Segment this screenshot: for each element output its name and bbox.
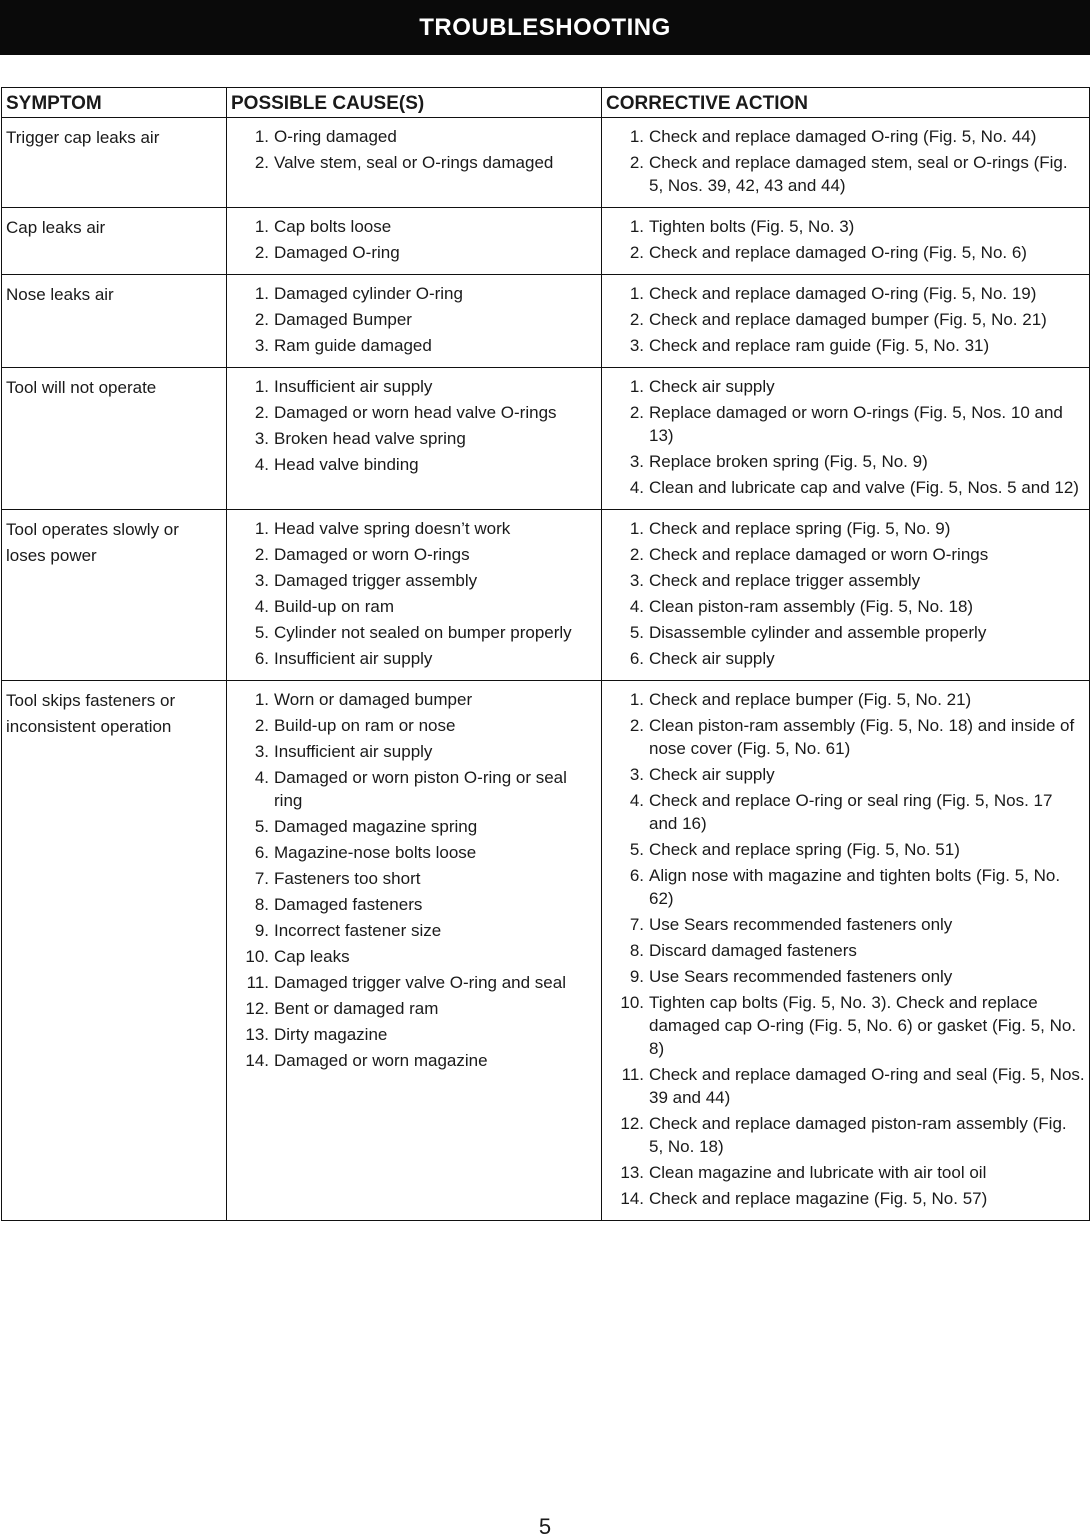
cause-item: [231, 401, 597, 424]
action-cell: [602, 208, 1090, 275]
cause-text: Head valve spring doesn’t work: [274, 519, 511, 538]
action-text: Replace broken spring (Fig. 5, No. 9): [649, 452, 928, 471]
action-number: 5.: [629, 623, 644, 642]
cause-item: [231, 740, 597, 763]
action-item: [606, 647, 1085, 670]
action-number: 14.: [620, 1189, 644, 1208]
cause-cell: [227, 681, 602, 1221]
cause-number: 2.: [254, 403, 269, 422]
cause-item: [231, 215, 597, 238]
action-text: Check and replace damaged bumper (Fig. 5, No. 21): [649, 310, 1047, 329]
cause-number: 1.: [254, 519, 269, 538]
cause-item: [231, 714, 597, 737]
action-number: 2.: [629, 545, 644, 564]
action-text: Check and replace ram guide (Fig. 5, No. 31): [649, 336, 990, 355]
action-number: 11.: [621, 1065, 644, 1084]
cause-text: Magazine-nose bolts loose: [274, 843, 477, 862]
cause-item: [231, 919, 597, 942]
action-number: 13.: [620, 1163, 644, 1182]
action-text: Check and replace damaged O-ring (Fig. 5, No. 44): [649, 127, 1037, 146]
action-number: 1.: [629, 284, 644, 303]
cause-number: 2.: [254, 716, 269, 735]
column-header-corrective-action: CORRECTIVE ACTION: [602, 88, 1090, 118]
cause-item: [231, 945, 597, 968]
cause-cell: [227, 208, 602, 275]
action-item: [606, 1161, 1085, 1184]
cause-text: Damaged trigger assembly: [274, 571, 478, 590]
cause-item: [231, 841, 597, 864]
cause-text: Ram guide damaged: [274, 336, 432, 355]
action-number: 7.: [629, 915, 644, 934]
action-number: 5.: [629, 840, 644, 859]
action-item: [606, 838, 1085, 861]
action-text: Check and replace O-ring or seal ring (Fig. 5, Nos. 17 and 16): [649, 791, 1053, 833]
action-item: [606, 965, 1085, 988]
action-number: 3.: [629, 765, 644, 784]
cause-number: 6.: [254, 649, 269, 668]
cause-number: 9.: [254, 921, 269, 940]
cause-number: 7.: [254, 869, 269, 888]
cause-text: Dirty magazine: [274, 1025, 388, 1044]
action-number: 4.: [629, 791, 644, 810]
action-item: [606, 282, 1085, 305]
cause-item: [231, 334, 597, 357]
action-item: [606, 864, 1085, 910]
table-row: [2, 368, 1090, 510]
action-number: 2.: [629, 310, 644, 329]
action-number: 1.: [629, 690, 644, 709]
cause-item: [231, 453, 597, 476]
action-number: 2.: [629, 403, 644, 422]
cause-item: [231, 621, 597, 644]
action-number: 8.: [629, 941, 644, 960]
cause-item: [231, 1023, 597, 1046]
action-text: Check and replace bumper (Fig. 5, No. 21): [649, 690, 972, 709]
action-item: [606, 1112, 1085, 1158]
cause-item: [231, 517, 597, 540]
symptom-cell: Cap leaks air: [2, 208, 227, 275]
action-number: 3.: [629, 452, 644, 471]
action-number: 10.: [620, 993, 644, 1012]
action-item: [606, 151, 1085, 197]
cause-text: Damaged trigger valve O-ring and seal: [274, 973, 566, 992]
action-text: Check air supply: [649, 765, 775, 784]
cause-number: 3.: [254, 429, 269, 448]
action-text: Check and replace damaged piston-ram assembly (Fig. 5, No. 18): [649, 1114, 1067, 1156]
cause-text: Damaged cylinder O-ring: [274, 284, 463, 303]
cause-text: Damaged or worn head valve O-rings: [274, 403, 557, 422]
cause-item: [231, 688, 597, 711]
cause-number: 4.: [254, 455, 269, 474]
cause-text: Worn or damaged bumper: [274, 690, 473, 709]
action-text: Check air supply: [649, 649, 775, 668]
action-number: 1.: [629, 519, 644, 538]
action-number: 3.: [629, 336, 644, 355]
action-cell: [602, 510, 1090, 681]
action-item: [606, 569, 1085, 592]
column-header-symptom: SYMPTOM: [2, 88, 227, 118]
action-item: [606, 450, 1085, 473]
action-cell: [602, 681, 1090, 1221]
cause-text: Build-up on ram: [274, 597, 395, 616]
action-number: 6.: [629, 649, 644, 668]
cause-text: Head valve binding: [274, 455, 419, 474]
action-number: 1.: [629, 127, 644, 146]
cause-cell: [227, 118, 602, 208]
action-text: Check and replace spring (Fig. 5, No. 9): [649, 519, 951, 538]
action-text: Align nose with magazine and tighten bolts (Fig. 5, No. 62): [649, 866, 1061, 908]
cause-item: [231, 241, 597, 264]
table-header-row: [2, 88, 1090, 118]
cause-text: Cap bolts loose: [274, 217, 392, 236]
action-item: [606, 1187, 1085, 1210]
action-number: 1.: [629, 377, 644, 396]
cause-text: Damaged Bumper: [274, 310, 412, 329]
cause-text: Bent or damaged ram: [274, 999, 439, 1018]
action-item: [606, 401, 1085, 447]
action-text: Clean and lubricate cap and valve (Fig. 5, Nos. 5 and 12): [649, 478, 1079, 497]
cause-item: [231, 867, 597, 890]
action-item: [606, 991, 1085, 1060]
action-text: Tighten cap bolts (Fig. 5, No. 3). Check and replace damaged cap O-ring (Fig. 5, No. 6) or gasket (Fig. 5, No. 8): [649, 993, 1077, 1058]
action-number: 3.: [629, 571, 644, 590]
cause-number: 5.: [254, 817, 269, 836]
cause-cell: [227, 368, 602, 510]
action-cell: [602, 118, 1090, 208]
action-item: [606, 241, 1085, 264]
action-text: Discard damaged fasteners: [649, 941, 857, 960]
troubleshooting-table: [1, 87, 1090, 1221]
action-text: Disassemble cylinder and assemble properly: [649, 623, 987, 642]
action-text: Check and replace damaged O-ring and seal (Fig. 5, Nos. 39 and 44): [649, 1065, 1085, 1107]
cause-number: 3.: [254, 742, 269, 761]
action-text: Check and replace damaged stem, seal or O-rings (Fig. 5, Nos. 39, 42, 43 and 44): [649, 153, 1068, 195]
cause-item: [231, 766, 597, 812]
cause-number: 3.: [254, 571, 269, 590]
action-item: [606, 913, 1085, 936]
page-title: TROUBLESHOOTING: [419, 13, 671, 41]
action-number: 4.: [629, 597, 644, 616]
cause-number: 4.: [254, 597, 269, 616]
cause-number: 2.: [254, 545, 269, 564]
cause-number: 1.: [254, 284, 269, 303]
action-number: 4.: [629, 478, 644, 497]
cause-item: [231, 151, 597, 174]
action-item: [606, 939, 1085, 962]
cause-item: [231, 427, 597, 450]
column-header-possible-causes: POSSIBLE CAUSE(S): [227, 88, 602, 118]
symptom-cell: Trigger cap leaks air: [2, 118, 227, 208]
action-text: Check air supply: [649, 377, 775, 396]
action-number: 2.: [629, 716, 644, 735]
action-text: Check and replace trigger assembly: [649, 571, 921, 590]
cause-number: 12.: [245, 999, 269, 1018]
cause-text: Damaged O-ring: [274, 243, 400, 262]
cause-number: 2.: [254, 153, 269, 172]
action-cell: [602, 368, 1090, 510]
table-row: [2, 208, 1090, 275]
action-text: Clean piston-ram assembly (Fig. 5, No. 18) and inside of nose cover (Fig. 5, No. 61): [649, 716, 1075, 758]
action-item: [606, 125, 1085, 148]
action-item: [606, 789, 1085, 835]
cause-item: [231, 595, 597, 618]
action-item: [606, 688, 1085, 711]
cause-number: 1.: [254, 690, 269, 709]
action-item: [606, 334, 1085, 357]
page-number: 5: [538, 1514, 552, 1539]
action-number: 2.: [629, 243, 644, 262]
action-text: Check and replace magazine (Fig. 5, No. 57): [649, 1189, 988, 1208]
cause-text: Build-up on ram or nose: [274, 716, 456, 735]
action-item: [606, 1063, 1085, 1109]
cause-number: 3.: [254, 336, 269, 355]
cause-number: 1.: [254, 127, 269, 146]
action-item: [606, 375, 1085, 398]
action-text: Clean magazine and lubricate with air tool oil: [649, 1163, 987, 1182]
cause-text: Cylinder not sealed on bumper properly: [274, 623, 572, 642]
cause-text: Incorrect fastener size: [274, 921, 442, 940]
cause-number: 2.: [254, 243, 269, 262]
cause-item: [231, 893, 597, 916]
cause-number: 1.: [254, 217, 269, 236]
action-number: 1.: [629, 217, 644, 236]
cause-text: Broken head valve spring: [274, 429, 466, 448]
table-row: [2, 275, 1090, 368]
cause-item: [231, 282, 597, 305]
cause-item: [231, 125, 597, 148]
cause-text: Fasteners too short: [274, 869, 421, 888]
action-cell: [602, 275, 1090, 368]
symptom-cell: Tool will not operate: [2, 368, 227, 510]
action-item: [606, 595, 1085, 618]
action-item: [606, 763, 1085, 786]
cause-number: 5.: [254, 623, 269, 642]
cause-number: 8.: [254, 895, 269, 914]
action-text: Check and replace damaged or worn O-rings: [649, 545, 989, 564]
table-body: [2, 118, 1090, 1221]
action-text: Use Sears recommended fasteners only: [649, 915, 953, 934]
table-row: [2, 681, 1090, 1221]
cause-item: [231, 815, 597, 838]
action-text: Replace damaged or worn O-rings (Fig. 5, Nos. 10 and 13): [649, 403, 1063, 445]
action-item: [606, 621, 1085, 644]
action-item: [606, 543, 1085, 566]
cause-item: [231, 375, 597, 398]
cause-item: [231, 308, 597, 331]
cause-text: Insufficient air supply: [274, 649, 433, 668]
page-title-banner: [0, 0, 1090, 55]
action-item: [606, 308, 1085, 331]
symptom-cell: Tool operates slowly or loses power: [2, 510, 227, 681]
cause-number: 2.: [254, 310, 269, 329]
cause-text: Damaged magazine spring: [274, 817, 478, 836]
action-text: Check and replace damaged O-ring (Fig. 5, No. 19): [649, 284, 1037, 303]
action-text: Check and replace spring (Fig. 5, No. 51): [649, 840, 960, 859]
action-number: 12.: [620, 1114, 644, 1133]
cause-number: 4.: [254, 768, 269, 787]
cause-text: Damaged or worn O-rings: [274, 545, 470, 564]
cause-text: Damaged or worn piston O-ring or seal ring: [274, 768, 567, 810]
action-number: 2.: [629, 153, 644, 172]
symptom-cell: Nose leaks air: [2, 275, 227, 368]
cause-text: Cap leaks: [274, 947, 350, 966]
cause-item: [231, 971, 597, 994]
table-row: [2, 510, 1090, 681]
cause-text: O-ring damaged: [274, 127, 397, 146]
cause-item: [231, 1049, 597, 1072]
cause-text: Insufficient air supply: [274, 377, 433, 396]
action-text: Check and replace damaged O-ring (Fig. 5, No. 6): [649, 243, 1027, 262]
cause-number: 6.: [254, 843, 269, 862]
action-text: Clean piston-ram assembly (Fig. 5, No. 18): [649, 597, 974, 616]
symptom-cell: Tool skips fasteners or inconsistent operation: [2, 681, 227, 1221]
cause-text: Valve stem, seal or O-rings damaged: [274, 153, 554, 172]
cause-cell: [227, 275, 602, 368]
cause-item: [231, 543, 597, 566]
cause-number: 14.: [245, 1051, 269, 1070]
action-item: [606, 714, 1085, 760]
action-number: 9.: [629, 967, 644, 986]
table-row: [2, 118, 1090, 208]
cause-item: [231, 569, 597, 592]
action-item: [606, 215, 1085, 238]
cause-item: [231, 997, 597, 1020]
action-number: 6.: [629, 866, 644, 885]
action-text: Tighten bolts (Fig. 5, No. 3): [649, 217, 855, 236]
cause-number: 13.: [245, 1025, 269, 1044]
cause-text: Damaged fasteners: [274, 895, 423, 914]
action-text: Use Sears recommended fasteners only: [649, 967, 953, 986]
action-item: [606, 517, 1085, 540]
cause-cell: [227, 510, 602, 681]
cause-number: 11.: [246, 973, 269, 992]
action-item: [606, 476, 1085, 499]
cause-number: 10.: [245, 947, 269, 966]
cause-item: [231, 647, 597, 670]
cause-number: 1.: [254, 377, 269, 396]
cause-text: Damaged or worn magazine: [274, 1051, 488, 1070]
cause-text: Insufficient air supply: [274, 742, 433, 761]
